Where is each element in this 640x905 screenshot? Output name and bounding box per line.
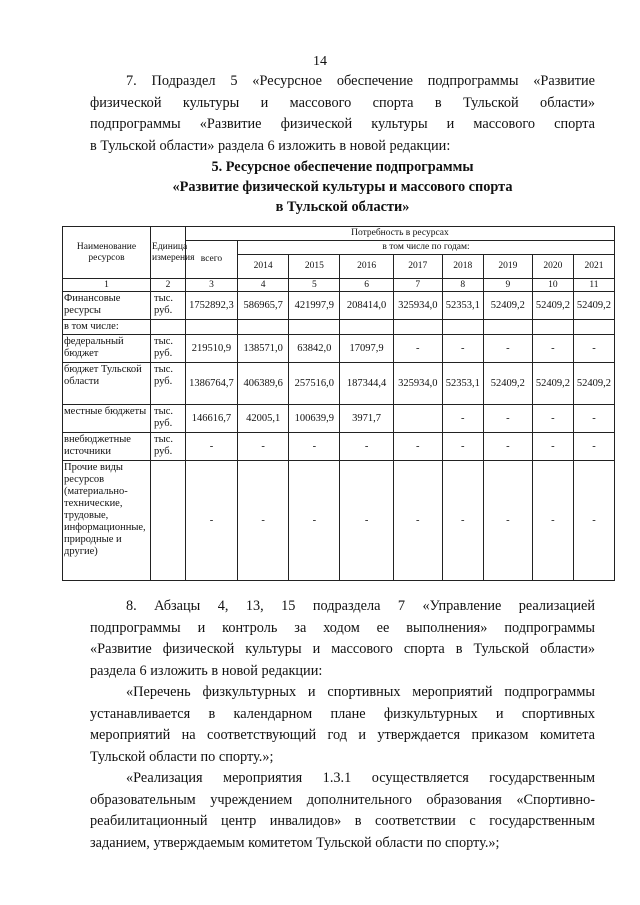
row-value: -	[573, 405, 614, 433]
row-unit	[151, 320, 186, 335]
section-heading-line: 5. Ресурсное обеспечение подпрограммы	[211, 159, 474, 175]
quote-paragraph-2	[90, 768, 595, 854]
quote-1-line: устанавливается в календарном плане физкультурных и спортивных	[90, 705, 595, 722]
row-name: Финансовые ресурсы	[63, 292, 151, 320]
row-value: -	[289, 433, 340, 461]
row-name: бюджет Тульской области	[63, 363, 151, 405]
quote-paragraph-1	[90, 682, 595, 768]
quote-1-line: «Перечень физкультурных и спортивных мероприятий подпрограммы	[126, 684, 595, 700]
row-value	[238, 320, 289, 335]
row-value: -	[442, 433, 483, 461]
row-value: 1752892,3	[185, 292, 237, 320]
row-value: -	[532, 405, 573, 433]
column-number: 11	[573, 279, 614, 292]
row-value: 52409,2	[573, 363, 614, 405]
row-unit: тыс. руб.	[151, 335, 186, 363]
row-value: -	[340, 433, 393, 461]
row-value: 138571,0	[238, 335, 289, 363]
page-number: 14	[313, 54, 327, 69]
header-byyear: в том числе по годам:	[238, 241, 615, 255]
row-unit: тыс. руб.	[151, 363, 186, 405]
row-value: 17097,9	[340, 335, 393, 363]
section-heading	[90, 157, 595, 217]
row-value: -	[185, 433, 237, 461]
paragraph-8-line: «Развитие физической культуры и массового спорта в Тульской области»	[90, 641, 595, 657]
quote-1-line: мероприятий на соответствующий год и утверждается приказом комитета	[90, 727, 595, 743]
row-unit: тыс. руб.	[151, 433, 186, 461]
row-value	[393, 320, 442, 335]
column-number: 1	[63, 279, 151, 292]
year-header: 2018	[442, 255, 483, 279]
column-number: 8	[442, 279, 483, 292]
column-number: 6	[340, 279, 393, 292]
section-heading-line: в Тульской области»	[275, 199, 410, 215]
row-value: -	[573, 433, 614, 461]
column-number: 2	[151, 279, 186, 292]
row-value: -	[483, 335, 532, 363]
row-value: -	[238, 461, 289, 581]
row-value: 586965,7	[238, 292, 289, 320]
paragraph-7-line: физической культуры и массового спорта в Тульской области»	[90, 94, 595, 111]
row-name: внебюджетные источники	[63, 433, 151, 461]
row-value: 421997,9	[289, 292, 340, 320]
row-value: -	[573, 461, 614, 581]
row-value: -	[393, 433, 442, 461]
table-row	[63, 292, 615, 320]
row-value: 406389,6	[238, 363, 289, 405]
paragraph-8-line: подпрограммы и контроль за ходом ее выполнения» подпрограммы	[90, 619, 595, 636]
row-name: в том числе:	[63, 320, 151, 335]
row-value: -	[442, 405, 483, 433]
paragraph-8-line: раздела 6 изложить в новой редакции:	[90, 662, 323, 679]
row-value: -	[442, 461, 483, 581]
paragraph-8-line: 8. Абзацы 4, 13, 15 подраздела 7 «Управление реализацией	[126, 598, 595, 614]
row-value: 52409,2	[483, 363, 532, 405]
table-row	[63, 433, 615, 461]
column-number: 10	[532, 279, 573, 292]
resources-table	[62, 226, 615, 581]
row-value: 325934,0	[393, 292, 442, 320]
row-value: -	[340, 461, 393, 581]
row-value: 1386764,7	[185, 363, 237, 405]
row-value	[393, 405, 442, 433]
row-value: -	[442, 335, 483, 363]
header-unit: Единица измерения	[151, 227, 186, 279]
row-name: Прочие виды ресурсов (материально-технические, трудовые, информационные, природные и другие)	[63, 461, 151, 581]
quote-2-line: заданием, утверждаемым комитетом Тульской области по спорту.»;	[90, 834, 500, 851]
header-need: Потребность в ресурсах	[185, 227, 614, 241]
row-value: -	[185, 461, 237, 581]
row-value: -	[393, 335, 442, 363]
row-value	[340, 320, 393, 335]
row-value: 208414,0	[340, 292, 393, 320]
table-row	[63, 363, 615, 405]
column-number: 4	[238, 279, 289, 292]
row-value: -	[532, 461, 573, 581]
row-value	[532, 320, 573, 335]
row-value: 52409,2	[532, 363, 573, 405]
column-number-row	[63, 279, 615, 292]
paragraph-7	[90, 71, 595, 157]
row-value	[289, 320, 340, 335]
column-number: 7	[393, 279, 442, 292]
row-value: 52409,2	[532, 292, 573, 320]
quote-1-line: Тульской области по спорту.»;	[90, 748, 274, 765]
row-value	[483, 320, 532, 335]
row-name: местные бюджеты	[63, 405, 151, 433]
row-value: -	[393, 461, 442, 581]
year-header: 2017	[393, 255, 442, 279]
row-value: -	[238, 433, 289, 461]
paragraph-7-line: 7. Подраздел 5 «Ресурсное обеспечение подпрограммы «Развитие	[126, 73, 595, 89]
row-value: -	[483, 461, 532, 581]
row-value: 100639,9	[289, 405, 340, 433]
column-number: 9	[483, 279, 532, 292]
year-header: 2019	[483, 255, 532, 279]
row-name: федеральный бюджет	[63, 335, 151, 363]
header-total: всего	[185, 241, 237, 279]
row-value	[185, 320, 237, 335]
quote-2-line: реабилитационный центр инвалидов» в соответствии с государственным	[90, 813, 595, 829]
row-value: 42005,1	[238, 405, 289, 433]
year-header: 2014	[238, 255, 289, 279]
paragraph-8	[90, 596, 595, 682]
row-value: -	[532, 433, 573, 461]
paragraph-7-line: в Тульской области» раздела 6 изложить в новой редакции:	[90, 137, 451, 154]
table-header-row	[63, 227, 615, 241]
row-value: 52409,2	[573, 292, 614, 320]
row-value: 187344,4	[340, 363, 393, 405]
row-value: -	[532, 335, 573, 363]
year-header: 2020	[532, 255, 573, 279]
row-value: 52353,1	[442, 363, 483, 405]
row-value	[442, 320, 483, 335]
row-value: -	[573, 335, 614, 363]
quote-2-line: «Реализация мероприятия 1.3.1 осуществляется государственным	[126, 770, 595, 786]
row-value: 257516,0	[289, 363, 340, 405]
row-value	[573, 320, 614, 335]
row-value: 3971,7	[340, 405, 393, 433]
table-row	[63, 461, 615, 581]
row-value: -	[483, 433, 532, 461]
row-value: -	[483, 405, 532, 433]
section-heading-line: «Развитие физической культуры и массового спорта	[172, 179, 513, 195]
year-header: 2016	[340, 255, 393, 279]
paragraph-7-line: подпрограммы «Развитие физической культуры и массового спорта	[90, 116, 595, 132]
header-name: Наименование ресурсов	[63, 227, 151, 279]
column-number: 3	[185, 279, 237, 292]
table-row	[63, 405, 615, 433]
row-value: 146616,7	[185, 405, 237, 433]
row-value: 325934,0	[393, 363, 442, 405]
table-row	[63, 320, 615, 335]
table-row	[63, 335, 615, 363]
row-unit	[151, 461, 186, 581]
year-header: 2021	[573, 255, 614, 279]
row-value: 52409,2	[483, 292, 532, 320]
row-value: 219510,9	[185, 335, 237, 363]
column-number: 5	[289, 279, 340, 292]
row-unit: тыс. руб.	[151, 405, 186, 433]
quote-2-line: образовательным учреждением дополнительного образования «Спортивно-	[90, 791, 595, 808]
row-unit: тыс. руб.	[151, 292, 186, 320]
year-header: 2015	[289, 255, 340, 279]
row-value: 63842,0	[289, 335, 340, 363]
row-value: 52353,1	[442, 292, 483, 320]
row-value: -	[289, 461, 340, 581]
